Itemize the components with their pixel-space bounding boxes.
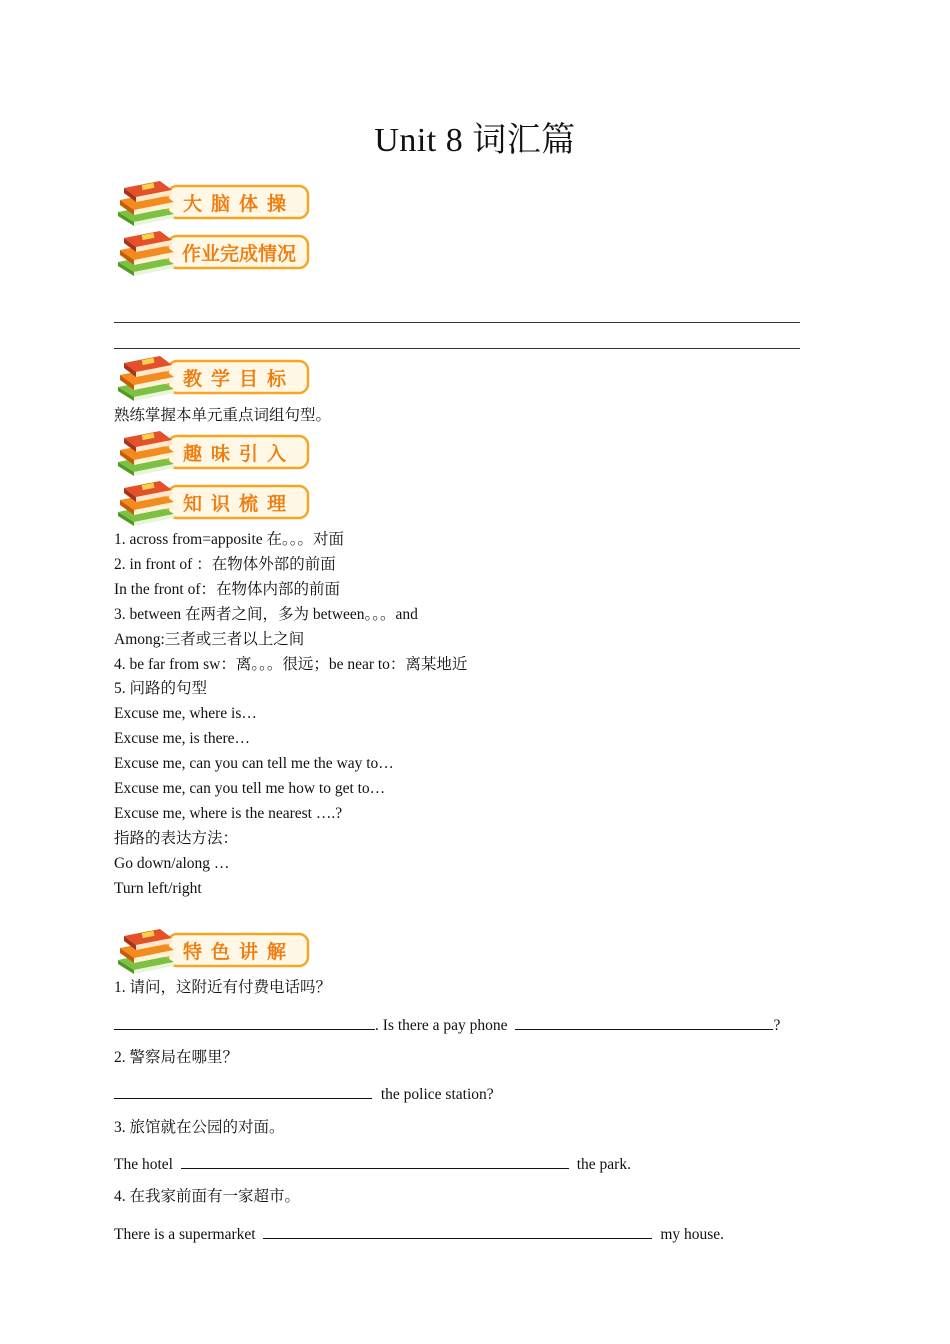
exercise-text: my house.: [660, 1226, 725, 1243]
answer-blank[interactable]: [515, 1014, 773, 1030]
exercise-text: ?: [773, 1017, 781, 1034]
section-badge-feature: [114, 926, 314, 974]
exercise-answer-row: [114, 1153, 631, 1175]
answer-blank[interactable]: [181, 1153, 569, 1169]
knowledge-line: Go down/along …: [114, 855, 230, 872]
answer-blank[interactable]: [114, 1083, 372, 1099]
knowledge-line: 3. between 在两者之间，多为 between。。。and: [114, 606, 418, 623]
exercise-prompt: 1. 请问，这附近有付费电话吗？: [114, 979, 332, 996]
exercise-answer-row: [114, 1223, 724, 1245]
exercise-prompt: 2. 警察局在哪里？: [114, 1049, 239, 1066]
knowledge-line: Excuse me, can you can tell me the way to…: [114, 755, 394, 772]
knowledge-line: Turn left/right: [114, 880, 202, 897]
exercise-text: the park.: [576, 1156, 631, 1173]
exercise-answer-row: [114, 1083, 494, 1105]
exercise-text: the police station?: [380, 1086, 494, 1103]
exercise-prompt: 3. 旅馆就在公园的对面。: [114, 1119, 285, 1136]
answer-line: [114, 348, 800, 349]
knowledge-line: Among:三者或三者以上之间: [114, 631, 305, 648]
page-title: Unit 8 词汇篇: [374, 122, 576, 159]
badge-label: 作业完成情况: [181, 242, 296, 265]
exercise-text: The hotel: [114, 1156, 173, 1173]
badge-label: 大脑体操: [182, 192, 295, 215]
answer-line: [114, 322, 800, 323]
badge-label: 特色讲解: [182, 940, 295, 963]
knowledge-line: 2. in front of ：在物体外部的前面: [114, 556, 336, 573]
knowledge-line: Excuse me, can you tell me how to get to…: [114, 780, 386, 797]
exercise-prompt: 4. 在我家前面有一家超市。: [114, 1188, 301, 1205]
goal-text: 熟练掌握本单元重点词组句型。: [114, 407, 332, 424]
knowledge-line: Excuse me, where is the nearest ….?: [114, 805, 343, 822]
section-badge-goal: [114, 353, 314, 401]
badge-label: 教学目标: [182, 367, 295, 390]
section-badge-knowledge: [114, 478, 314, 526]
knowledge-line: 指路的表达方法：: [114, 830, 239, 847]
knowledge-line: 1. across from=apposite 在。。。对面: [114, 531, 345, 548]
answer-blank[interactable]: [114, 1014, 375, 1030]
section-badge-homework: [114, 228, 314, 276]
section-badge-intro: [114, 428, 314, 476]
exercise-answer-row: [114, 1014, 780, 1036]
exercise-text: There is a supermarket: [114, 1226, 256, 1243]
knowledge-line: 4. be far from sw：离。。。很远；be near to：离某地近: [114, 656, 468, 673]
exercise-text: . Is there a pay phone: [375, 1017, 508, 1034]
knowledge-line: In the front of：在物体内部的前面: [114, 581, 341, 598]
knowledge-line: Excuse me, is there…: [114, 730, 251, 747]
answer-blank[interactable]: [263, 1223, 652, 1239]
badge-label: 趣味引入: [182, 442, 295, 465]
badge-label: 知识梳理: [182, 492, 295, 515]
section-badge-brain: [114, 178, 314, 226]
knowledge-line: 5. 问路的句型: [114, 680, 208, 697]
knowledge-line: Excuse me, where is…: [114, 705, 257, 722]
